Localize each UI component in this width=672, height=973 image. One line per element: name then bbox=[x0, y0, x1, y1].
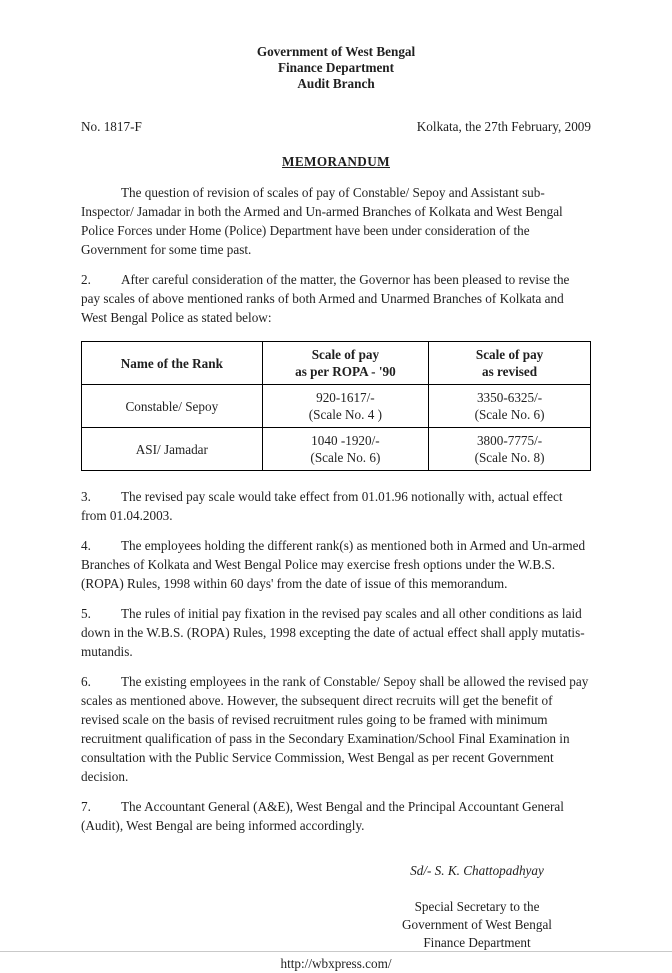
cell-revised-scale bbox=[429, 385, 591, 428]
branch-name: Audit Branch bbox=[297, 76, 375, 91]
header-text: as revised bbox=[482, 364, 538, 379]
signature-inner bbox=[377, 861, 577, 952]
paragraph-text: The rules of initial pay fixation in the revised pay scales and all other conditions as laid down in the W.B.S. (ROPA) Rules, 1998 excepting the date of actual effect shall apply mutatis-mutandis. bbox=[81, 606, 585, 659]
paragraph-number: 4. bbox=[81, 538, 91, 553]
header-text: as per ROPA - '90 bbox=[295, 364, 396, 379]
cell-revised-scale bbox=[429, 428, 591, 471]
paragraph-number: 3. bbox=[81, 489, 91, 504]
col-header-ropa90 bbox=[262, 342, 428, 385]
paragraph-text: The existing employees in the rank of Constable/ Sepoy shall be allowed the revised pay scales as mentioned above. However, the subsequent direct recruits will get the benefit of revised scale on the basis of revised recruitment rules going to be framed with minimum recruitment qualification of pass in the Secondary Examination/School Final Examination in consultation with the Public Service Commission, West Bengal as per recent Government decision. bbox=[81, 674, 589, 784]
paragraph-number: 2. bbox=[81, 272, 91, 287]
paragraph-text: The question of revision of scales of pay of Constable/ Sepoy and Assistant sub-Inspector/ Jamadar in both the Armed and Un-armed Branches of Kolkata and West Bengal Police Forces under Home (Police) Department have been under consideration of the Government for some time past. bbox=[81, 185, 563, 257]
paragraph-number: 6. bbox=[81, 674, 91, 689]
table-row-asi bbox=[82, 428, 591, 471]
cell-rank: ASI/ Jamadar bbox=[82, 428, 263, 471]
paragraph-4 bbox=[81, 536, 591, 593]
paragraph-7 bbox=[81, 797, 591, 835]
scale-number: (Scale No. 6) bbox=[474, 407, 545, 422]
paragraph-5 bbox=[81, 604, 591, 661]
memo-title: MEMORANDUM bbox=[281, 154, 390, 169]
col-header-revised bbox=[429, 342, 591, 385]
paragraph-6 bbox=[81, 672, 591, 786]
paragraph-number: 7. bbox=[81, 799, 91, 814]
paragraph-2 bbox=[81, 270, 591, 327]
paragraph-text: The employees holding the different rank(s) as mentioned both in Armed and Un-armed Branches of Kolkata and West Bengal Police may exercise fresh options under the W.B.S. (ROPA) Rules, 1998 within 60 days' from the date of issue of this memorandum. bbox=[81, 538, 586, 591]
col-header-rank bbox=[82, 342, 263, 385]
signature-block bbox=[81, 861, 591, 952]
paragraph-text: After careful consideration of the matter, the Governor has been pleased to revise the pay scales of above mentioned ranks of both Armed and Unarmed Branches of Kolkata and West Bengal Police as stated below: bbox=[81, 272, 570, 325]
place-date: Kolkata, the 27th February, 2009 bbox=[416, 119, 591, 134]
table-header-row bbox=[82, 342, 591, 385]
header-text: Name of the Rank bbox=[120, 355, 223, 371]
scale-value: 3800-7775/- bbox=[476, 433, 543, 448]
scale-value: 3350-6325/- bbox=[476, 390, 543, 405]
memo-number: No. 1817-F bbox=[81, 119, 142, 134]
designation-line: Government of West Bengal bbox=[402, 917, 552, 932]
designation-line: Finance Department bbox=[423, 935, 531, 950]
scale-value: 1040 -1920/- bbox=[311, 433, 380, 448]
table-row-constable bbox=[82, 385, 591, 428]
pay-scale-table bbox=[81, 341, 591, 471]
department-name: Finance Department bbox=[277, 60, 395, 75]
signatory-name: Sd/- S. K. Chattopadhyay bbox=[410, 863, 544, 878]
header-text: Scale of pay bbox=[475, 347, 544, 362]
cell-ropa90-scale bbox=[262, 428, 428, 471]
cell-ropa90-scale bbox=[262, 385, 428, 428]
scale-number: (Scale No. 4 ) bbox=[308, 407, 383, 422]
letterhead bbox=[81, 44, 591, 92]
paragraph-text: The Accountant General (A&E), West Bengal and the Principal Accountant General (Audit), West Bengal are being informed accordingly. bbox=[81, 799, 564, 833]
footer-url: http://wbxpress.com/ bbox=[280, 956, 392, 971]
scale-value: 920-1617/- bbox=[316, 390, 375, 405]
signatory-designation bbox=[377, 898, 577, 952]
paragraph-number: 5. bbox=[81, 606, 91, 621]
paragraph-text: The revised pay scale would take effect from 01.01.96 notionally with, actual effect from 01.04.2003. bbox=[81, 489, 563, 523]
paragraph-intro bbox=[81, 183, 591, 259]
designation-line: Special Secretary to the bbox=[414, 899, 540, 914]
org-name: Government of West Bengal bbox=[256, 44, 416, 59]
reference-line bbox=[81, 117, 591, 136]
paragraph-3 bbox=[81, 487, 591, 525]
scale-number: (Scale No. 6) bbox=[310, 450, 381, 465]
scale-number: (Scale No. 8) bbox=[474, 450, 545, 465]
cell-rank: Constable/ Sepoy bbox=[82, 385, 263, 428]
header-text: Scale of pay bbox=[311, 347, 380, 362]
